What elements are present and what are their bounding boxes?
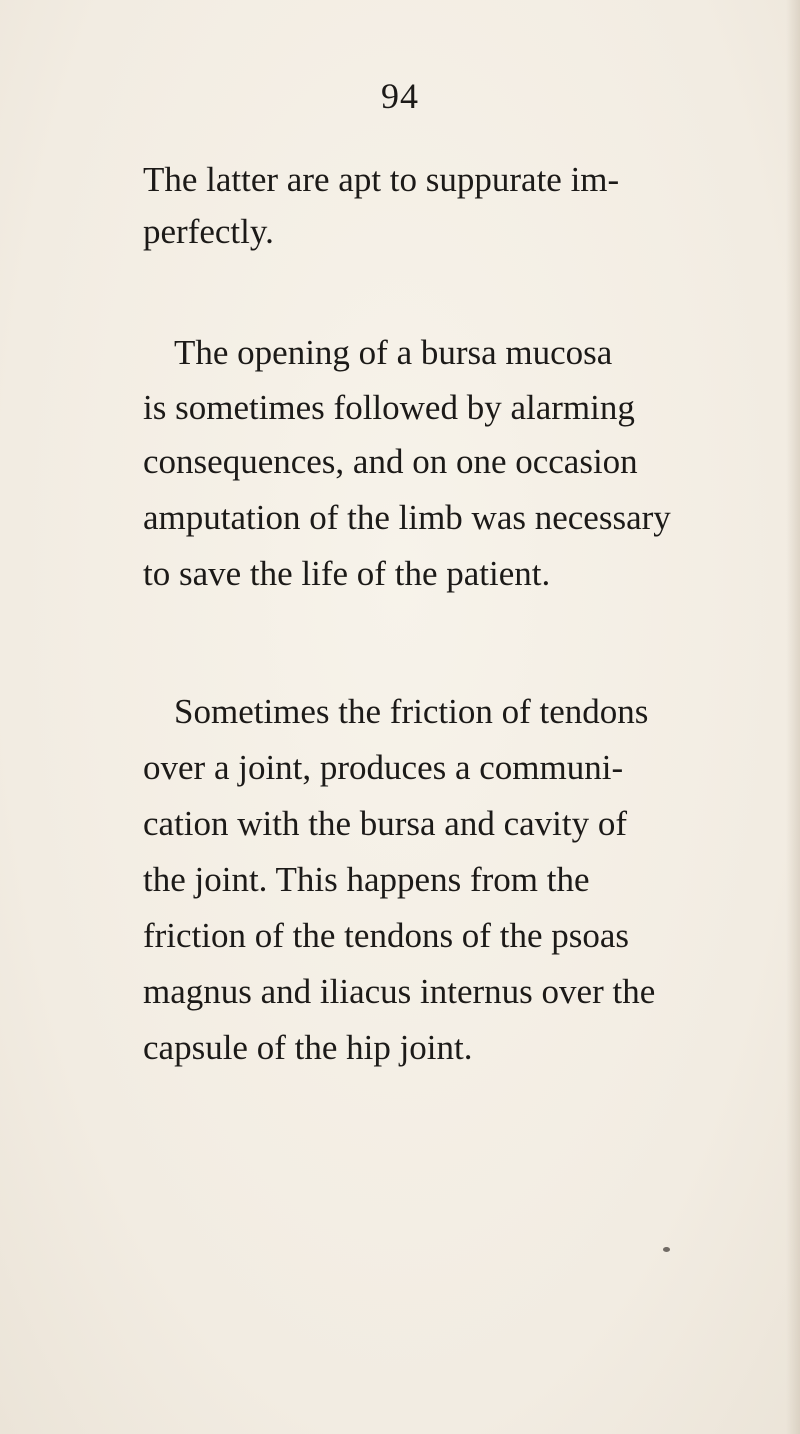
ink-speck	[663, 1247, 670, 1252]
text-line: cation with the bursa and cavity of	[143, 804, 628, 843]
text-line: The opening of a bursa mucosa	[174, 333, 613, 372]
text-line: is sometimes followed by alarming	[143, 388, 635, 427]
text-line: amputation of the limb was necessary	[143, 498, 671, 537]
text-line: capsule of the hip joint.	[143, 1028, 473, 1067]
text-line: The latter are apt to suppurate im-	[143, 160, 620, 199]
text-line: friction of the tendons of the psoas	[143, 916, 630, 955]
page-number: 94	[381, 76, 419, 116]
text-line: perfectly.	[143, 212, 274, 251]
text-line: the joint. This happens from the	[143, 860, 590, 899]
text-line: Sometimes the friction of tendons	[174, 692, 649, 731]
page-edge-shadow	[786, 0, 800, 1434]
text-line: consequences, and on one occasion	[143, 442, 638, 481]
text-line: over a joint, produces a communi-	[143, 748, 624, 787]
text-line: magnus and iliacus internus over the	[143, 972, 656, 1011]
text-line: to save the life of the patient.	[143, 554, 551, 593]
